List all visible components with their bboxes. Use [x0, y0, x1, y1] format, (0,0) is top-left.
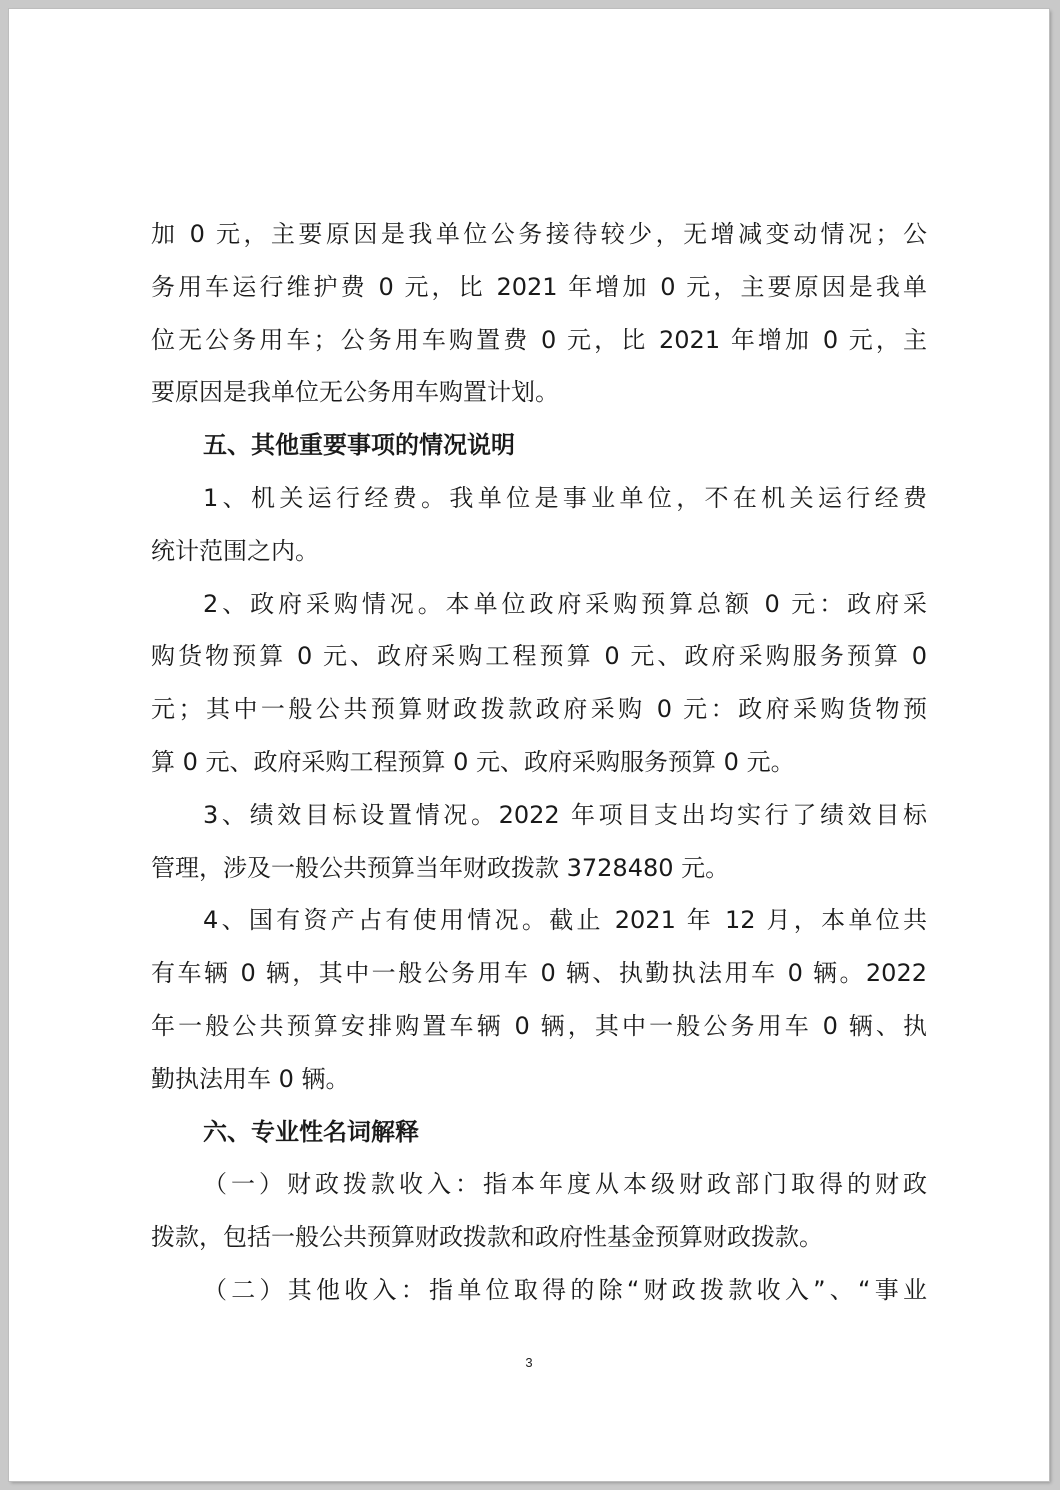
- text-line: 有车辆 0 辆，其中一般公务用车 0 辆、执勤执法用车 0 辆。2022: [151, 959, 927, 988]
- text-line: 算 0 元、政府采购工程预算 0 元、政府采购服务预算 0 元。: [151, 747, 795, 776]
- text-line: 加 0 元，主要原因是我单位公务接待较少，无增减变动情况；公: [151, 220, 927, 248]
- text-line: 年一般公共预算安排购置车辆 0 辆，其中一般公务用车 0 辆、执: [151, 1011, 927, 1040]
- document-page: [9, 9, 1049, 1481]
- paragraph-first-line: 2、政府采购情况。本单位政府采购预算总额 0 元：政府采: [203, 589, 927, 618]
- paragraph-first-line: 4、国有资产占有使用情况。截止 2021 年 12 月，本单位共: [203, 906, 927, 935]
- text-line: 勤执法用车 0 辆。: [151, 1064, 350, 1093]
- document-body: [151, 208, 927, 1317]
- text-line: 务用车运行维护费 0 元，比 2021 年增加 0 元，主要原因是我单: [151, 272, 927, 301]
- section-heading: 五、其他重要事项的情况说明: [203, 431, 515, 460]
- page-number: 3: [525, 1355, 533, 1370]
- paragraph-first-line: 1、机关运行经费。我单位是事业单位，不在机关运行经费: [203, 483, 927, 512]
- paragraph-first-line: （一）财政拨款收入：指本年度从本级财政部门取得的财政: [203, 1170, 927, 1199]
- text-line: 元；其中一般公共预算财政拨款政府采购 0 元：政府采购货物预: [151, 695, 927, 724]
- text-line: 拨款，包括一般公共预算财政拨款和政府性基金预算财政拨款。: [151, 1223, 823, 1252]
- text-line: 管理，涉及一般公共预算当年财政拨款 3728480 元。: [151, 853, 730, 882]
- paragraph-first-line: 3、绩效目标设置情况。2022 年项目支出均实行了绩效目标: [203, 800, 927, 829]
- section-heading: 六、专业性名词解释: [203, 1117, 419, 1146]
- text-line: 统计范围之内。: [151, 536, 319, 565]
- text-line: 要原因是我单位无公务用车购置计划。: [151, 378, 559, 407]
- text-line: 位无公务用车；公务用车购置费 0 元，比 2021 年增加 0 元，主: [151, 325, 927, 354]
- text-line: 购货物预算 0 元、政府采购工程预算 0 元、政府采购服务预算 0: [151, 642, 927, 671]
- paragraph-first-line: （二）其他收入：指单位取得的除“财政拨款收入”、“事业: [203, 1275, 927, 1304]
